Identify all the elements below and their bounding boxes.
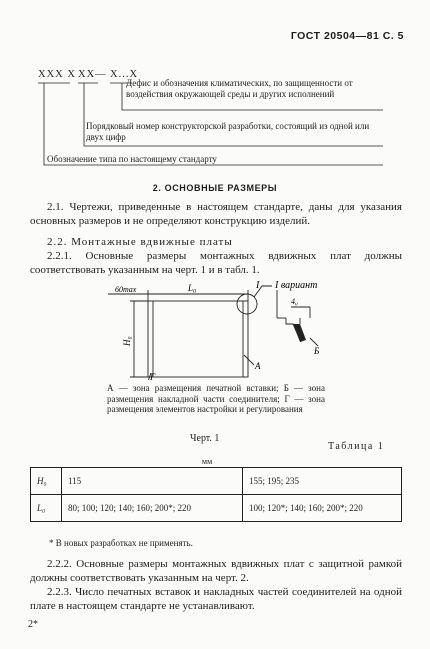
label-g: Г (150, 372, 156, 380)
label-variant: I вариант (275, 280, 318, 291)
legend-climate: Дефис и обозначения климатических, по защищенности от воздействия окружающей среды и других исполнений (126, 78, 353, 99)
legend-type: Обозначение типа по настоящему стандарту (47, 154, 217, 164)
label-a: А (255, 361, 261, 371)
table-row (31, 468, 402, 495)
table-cell: 100; 120*; 140; 160; 200*; 220 (243, 495, 402, 522)
section-title: 2. ОСНОВНЫЕ РАЗМЕРЫ (152, 183, 278, 193)
dimensions-table (30, 467, 402, 522)
table-cell: 115 (62, 468, 243, 495)
legend-serial-number: Порядковый номер конструкторской разработки, состоящий из одной или двух цифр (86, 121, 370, 142)
dim-60max: 60max (115, 285, 137, 294)
table-cell-label: H₀ (31, 468, 62, 495)
table-unit: мм (202, 457, 213, 466)
paragraph-2-2-1: 2.2.1. Основные размеры монтажных вдвижных плат должны соответствовать указанным на черт. 1 и в табл. 1. (30, 250, 402, 276)
code-part-type: XXX X (38, 69, 76, 80)
paragraph-2-2-2: 2.2.2. Основные размеры монтажных вдвижных плат с защитной рамкой должны соответствовать указанным на черт. 2. (30, 558, 402, 584)
drawing-caption: А — зона размещения печатной вставки; Б — зона размещения накладной части соединителя; Г — зона размещения элементов настройки и регулирования (107, 383, 325, 414)
table-cell-label: L₀ (31, 495, 62, 522)
label-i: I (256, 280, 260, 291)
page-header: ГОСТ 20504—81 С. 5 (290, 30, 404, 42)
label-b: Б (314, 346, 320, 356)
dim-4: 4₀ (291, 297, 298, 306)
drawing-1 (0, 280, 430, 380)
paragraph-2-2: 2.2. Монтажные вдвижные платы (47, 236, 233, 248)
code-part-climate: X...X (110, 69, 139, 80)
paragraph-2-1: 2.1. Чертежи, приведенные в настоящем стандарте, даны для указания основных размеров и не определяют конструкцию изделий. (30, 201, 402, 227)
table-label: Таблица 1 (328, 441, 385, 452)
paragraph-2-2-3: 2.2.3. Число печатных вставок и накладных частей соединителей на одной плате в настоящем стандарте не устанавливают. (30, 586, 402, 612)
figure-label: Черт. 1 (190, 433, 220, 444)
table-cell: 155; 195; 235 (243, 468, 402, 495)
table-cell: 80; 100; 120; 140; 160; 200*; 220 (62, 495, 243, 522)
board-outline (148, 301, 248, 377)
code-part-number: XX— (78, 69, 107, 80)
dim-l0: L₀ (188, 283, 197, 293)
dim-h0: H₀ (122, 336, 132, 346)
footnote: * В новых разработках не применять. (49, 538, 193, 548)
table-row (31, 495, 402, 522)
variant-hatch (293, 324, 306, 342)
page-number: 2* (28, 619, 38, 630)
